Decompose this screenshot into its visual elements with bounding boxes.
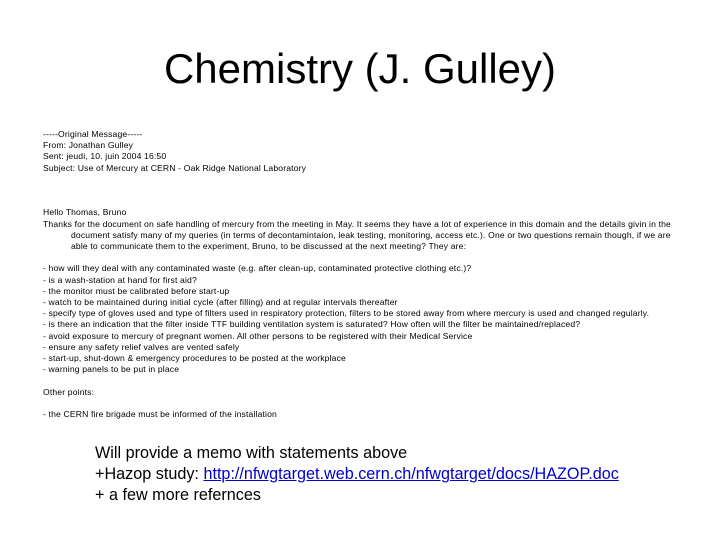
memo-note: Will provide a memo with statements above — [95, 444, 408, 462]
question-item: - warning panels to be put in place — [43, 364, 180, 375]
hazop-link[interactable]: http://nfwgtarget.web.cern.ch/nfwgtarget/docs/HAZOP.doc — [203, 465, 619, 483]
question-item: - watch to be maintained during initial cycle (after filling) and at regular intervals thereafter — [43, 296, 398, 307]
question-item: - is there an indication that the filter inside TTF building ventilation system is saturated? How often will the filter be maintained/replaced? — [43, 319, 581, 330]
question-item: - is a wash-station at hand for first aid? — [43, 274, 197, 285]
email-header-line: Subject: Use of Mercury at CERN - Oak Ridge National Laboratory — [43, 162, 307, 173]
question-item: - the monitor must be calibrated before start-up — [43, 285, 230, 296]
email-header-line: -----Original Message----- — [43, 129, 143, 139]
question-item: - how will they deal with any contaminated waste (e.g. after clean-up, contaminated protective clothing etc.)? — [43, 263, 472, 274]
other-point-item: - the CERN fire brigade must be informed of the installation — [43, 408, 277, 419]
hazop-note — [95, 464, 715, 485]
question-item: - specify type of gloves used and type of filters used in respiratory protection, filters to be stored away from where mercury is used and changed regularly. — [43, 308, 650, 319]
question-item: - avoid exposure to mercury of pregnant women. All other persons to be registered with their Medical Service — [43, 330, 473, 341]
hazop-prefix: +Hazop study: — [95, 465, 204, 483]
email-intro-paragraph: Thanks for the document on safe handling of mercury from the meeting in May. It seems they have a lot of experience in this domain and the details givin in the document satisfy many of my queries (in terms of decontamintaion, leak testing, monitoring, access etc.). One or two questions remain though, if we are able to communicate them to the experiment, Bruno, to be discussed at the next meeting? They are: — [43, 218, 671, 251]
email-greeting: Hello Thomas, Bruno — [43, 207, 127, 218]
slide-title: Chemistry (J. Gulley) — [163, 45, 557, 92]
email-body — [43, 129, 683, 420]
email-header-line: Sent: jeudi, 10. juin 2004 16:50 — [43, 151, 167, 162]
email-header-line: From: Jonathan Gulley — [43, 140, 134, 151]
question-item: - ensure any safety relief valves are vented safely — [43, 341, 240, 352]
other-points-label: Other points: — [43, 386, 95, 397]
question-item: - start-up, shut-down & emergency procedures to be posted at the workplace — [43, 353, 346, 363]
summary-notes — [95, 443, 715, 506]
references-note: + a few more refernces — [95, 486, 261, 504]
